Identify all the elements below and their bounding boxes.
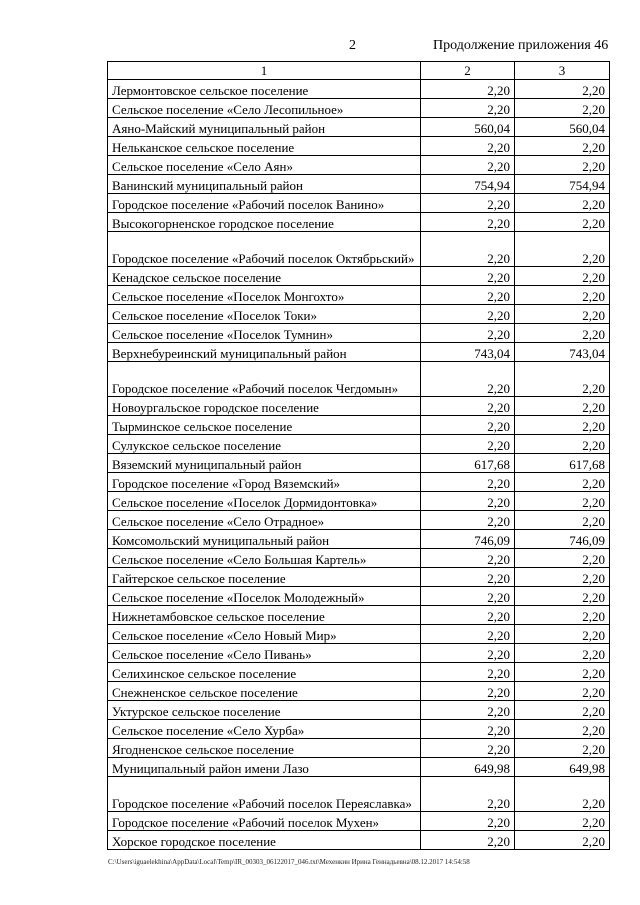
value-col3-cell: 2,20 (515, 232, 610, 267)
table-row (108, 397, 610, 416)
table-row (108, 156, 610, 175)
value-col3-cell: 2,20 (515, 267, 610, 286)
column-header-3: 3 (515, 62, 610, 80)
value-col2-cell: 2,20 (421, 568, 515, 587)
settlement-name-cell: Ванинский муниципальный район (108, 175, 421, 194)
value-col3-cell: 2,20 (515, 606, 610, 625)
table-row (108, 568, 610, 587)
value-col2-cell: 2,20 (421, 435, 515, 454)
settlement-name-cell: Сельское поселение «Село Пивань» (108, 644, 421, 663)
table-row (108, 739, 610, 758)
value-col3-cell: 2,20 (515, 511, 610, 530)
value-col3-cell: 2,20 (515, 739, 610, 758)
value-col3-cell: 2,20 (515, 812, 610, 831)
continuation-caption: Продолжение приложения 46 (433, 38, 609, 53)
settlement-name-cell: Сельское поселение «Село Новый Мир» (108, 625, 421, 644)
value-col3-cell: 2,20 (515, 397, 610, 416)
value-col2-cell: 746,09 (421, 530, 515, 549)
table-row (108, 80, 610, 99)
table-row (108, 267, 610, 286)
value-col2-cell: 649,98 (421, 758, 515, 777)
table-row (108, 492, 610, 511)
settlement-name-cell: Сулукское сельское поселение (108, 435, 421, 454)
value-col2-cell: 2,20 (421, 194, 515, 213)
settlement-name-cell: Ягодненское сельское поселение (108, 739, 421, 758)
settlement-name-cell: Сельское поселение «Село Хурба» (108, 720, 421, 739)
settlement-name-cell: Сельское поселение «Поселок Монгохто» (108, 286, 421, 305)
settlement-name-cell: Нельканское сельское поселение (108, 137, 421, 156)
column-header-2: 2 (421, 62, 515, 80)
table-row (108, 530, 610, 549)
settlement-name-cell: Сельское поселение «Поселок Молодежный» (108, 587, 421, 606)
value-col3-cell: 2,20 (515, 416, 610, 435)
value-col3-cell: 2,20 (515, 720, 610, 739)
value-col2-cell: 2,20 (421, 362, 515, 397)
value-col3-cell: 2,20 (515, 99, 610, 118)
value-col3-cell: 2,20 (515, 362, 610, 397)
settlement-name-cell: Вяземский муниципальный район (108, 454, 421, 473)
table-row (108, 625, 610, 644)
value-col3-cell: 2,20 (515, 682, 610, 701)
value-col2-cell: 2,20 (421, 324, 515, 343)
value-col3-cell: 617,68 (515, 454, 610, 473)
value-col3-cell: 649,98 (515, 758, 610, 777)
value-col3-cell: 2,20 (515, 492, 610, 511)
table-row (108, 454, 610, 473)
settlement-name-cell: Верхнебуреинский муниципальный район (108, 343, 421, 362)
settlement-name-cell: Городское поселение «Рабочий поселок Переяславка» (108, 777, 421, 812)
table-row (108, 812, 610, 831)
settlement-name-cell: Городское поселение «Рабочий поселок Мухен» (108, 812, 421, 831)
value-col3-cell: 746,09 (515, 530, 610, 549)
file-path-footer: C:\Users\iguaelekhina\AppData\Local\Temp\IR_00303_06122017_046.txt\Мехенкин Ирина Геннадьевна\08.12.2017 14:54:58 (108, 858, 470, 866)
settlement-name-cell: Снежненское сельское поселение (108, 682, 421, 701)
value-col2-cell: 2,20 (421, 305, 515, 324)
table-row (108, 213, 610, 232)
table-row (108, 175, 610, 194)
value-col3-cell: 2,20 (515, 568, 610, 587)
settlement-name-cell: Сельское поселение «Поселок Дормидонтовка» (108, 492, 421, 511)
value-col2-cell: 2,20 (421, 606, 515, 625)
settlement-name-cell: Новоургальское городское поселение (108, 397, 421, 416)
value-col2-cell: 2,20 (421, 777, 515, 812)
settlement-name-cell: Высокогорненское городское поселение (108, 213, 421, 232)
table-header-row (108, 62, 610, 80)
value-col2-cell: 2,20 (421, 701, 515, 720)
value-col3-cell: 2,20 (515, 213, 610, 232)
value-col2-cell: 2,20 (421, 549, 515, 568)
value-col3-cell: 2,20 (515, 435, 610, 454)
value-col3-cell: 2,20 (515, 777, 610, 812)
table-row (108, 435, 610, 454)
value-col2-cell: 2,20 (421, 213, 515, 232)
value-col2-cell: 2,20 (421, 625, 515, 644)
table-row (108, 473, 610, 492)
table-row (108, 831, 610, 850)
settlement-name-cell: Уктурское сельское поселение (108, 701, 421, 720)
table-row (108, 343, 610, 362)
value-col2-cell: 2,20 (421, 831, 515, 850)
table-row (108, 305, 610, 324)
settlement-name-cell: Городское поселение «Рабочий поселок Ванино» (108, 194, 421, 213)
table-row (108, 587, 610, 606)
value-col2-cell: 2,20 (421, 812, 515, 831)
value-col3-cell: 560,04 (515, 118, 610, 137)
table-row (108, 720, 610, 739)
settlement-name-cell: Муниципальный район имени Лазо (108, 758, 421, 777)
value-col3-cell: 743,04 (515, 343, 610, 362)
value-col2-cell: 2,20 (421, 644, 515, 663)
value-col2-cell: 2,20 (421, 587, 515, 606)
settlement-name-cell: Городское поселение «Рабочий поселок Октябрьский» (108, 232, 421, 267)
table-row (108, 324, 610, 343)
value-col2-cell: 2,20 (421, 492, 515, 511)
table-row (108, 362, 610, 397)
value-col2-cell: 2,20 (421, 286, 515, 305)
value-col2-cell: 2,20 (421, 137, 515, 156)
data-table (107, 61, 610, 850)
settlement-name-cell: Гайтерское сельское поселение (108, 568, 421, 587)
value-col2-cell: 2,20 (421, 663, 515, 682)
value-col2-cell: 2,20 (421, 473, 515, 492)
value-col3-cell: 2,20 (515, 644, 610, 663)
value-col3-cell: 2,20 (515, 194, 610, 213)
table-row (108, 777, 610, 812)
table-row (108, 99, 610, 118)
settlement-name-cell: Сельское поселение «Село Отрадное» (108, 511, 421, 530)
value-col3-cell: 2,20 (515, 831, 610, 850)
value-col2-cell: 2,20 (421, 232, 515, 267)
settlement-name-cell: Городское поселение «Рабочий поселок Чегдомын» (108, 362, 421, 397)
value-col2-cell: 2,20 (421, 720, 515, 739)
table-row (108, 232, 610, 267)
value-col2-cell: 2,20 (421, 267, 515, 286)
value-col2-cell: 2,20 (421, 397, 515, 416)
value-col2-cell: 2,20 (421, 156, 515, 175)
value-col3-cell: 2,20 (515, 625, 610, 644)
settlement-name-cell: Селихинское сельское поселение (108, 663, 421, 682)
value-col2-cell: 2,20 (421, 739, 515, 758)
table-row (108, 644, 610, 663)
value-col3-cell: 2,20 (515, 305, 610, 324)
value-col3-cell: 2,20 (515, 324, 610, 343)
settlement-name-cell: Аяно-Майский муниципальный район (108, 118, 421, 137)
table-row (108, 194, 610, 213)
table-row (108, 286, 610, 305)
table-row (108, 137, 610, 156)
value-col3-cell: 2,20 (515, 663, 610, 682)
settlement-name-cell: Лермонтовское сельское поселение (108, 80, 421, 99)
value-col3-cell: 2,20 (515, 701, 610, 720)
value-col2-cell: 2,20 (421, 682, 515, 701)
value-col2-cell: 560,04 (421, 118, 515, 137)
value-col3-cell: 2,20 (515, 587, 610, 606)
table-row (108, 549, 610, 568)
settlement-name-cell: Сельское поселение «Село Аян» (108, 156, 421, 175)
value-col3-cell: 2,20 (515, 156, 610, 175)
settlement-name-cell: Сельское поселение «Поселок Токи» (108, 305, 421, 324)
settlement-name-cell: Тырминское сельское поселение (108, 416, 421, 435)
value-col3-cell: 754,94 (515, 175, 610, 194)
value-col3-cell: 2,20 (515, 80, 610, 99)
settlement-name-cell: Сельское поселение «Поселок Тумнин» (108, 324, 421, 343)
table-body (108, 62, 610, 850)
table-row (108, 663, 610, 682)
settlement-name-cell: Хорское городское поселение (108, 831, 421, 850)
settlement-name-cell: Сельское поселение «Село Лесопильное» (108, 99, 421, 118)
page-number: 2 (349, 38, 356, 53)
settlement-name-cell: Кенадское сельское поселение (108, 267, 421, 286)
value-col3-cell: 2,20 (515, 473, 610, 492)
value-col2-cell: 2,20 (421, 511, 515, 530)
table-row (108, 701, 610, 720)
table-row (108, 606, 610, 625)
value-col3-cell: 2,20 (515, 286, 610, 305)
value-col2-cell: 2,20 (421, 99, 515, 118)
value-col2-cell: 2,20 (421, 80, 515, 99)
settlement-name-cell: Комсомольский муниципальный район (108, 530, 421, 549)
table-row (108, 758, 610, 777)
column-header-1: 1 (108, 62, 421, 80)
value-col2-cell: 754,94 (421, 175, 515, 194)
table-row (108, 416, 610, 435)
value-col2-cell: 2,20 (421, 416, 515, 435)
table-row (108, 682, 610, 701)
value-col3-cell: 2,20 (515, 549, 610, 568)
table-row (108, 511, 610, 530)
settlement-name-cell: Нижнетамбовское сельское поселение (108, 606, 421, 625)
value-col2-cell: 617,68 (421, 454, 515, 473)
value-col3-cell: 2,20 (515, 137, 610, 156)
value-col2-cell: 743,04 (421, 343, 515, 362)
settlement-name-cell: Городское поселение «Город Вяземский» (108, 473, 421, 492)
table-row (108, 118, 610, 137)
settlement-name-cell: Сельское поселение «Село Большая Картель» (108, 549, 421, 568)
